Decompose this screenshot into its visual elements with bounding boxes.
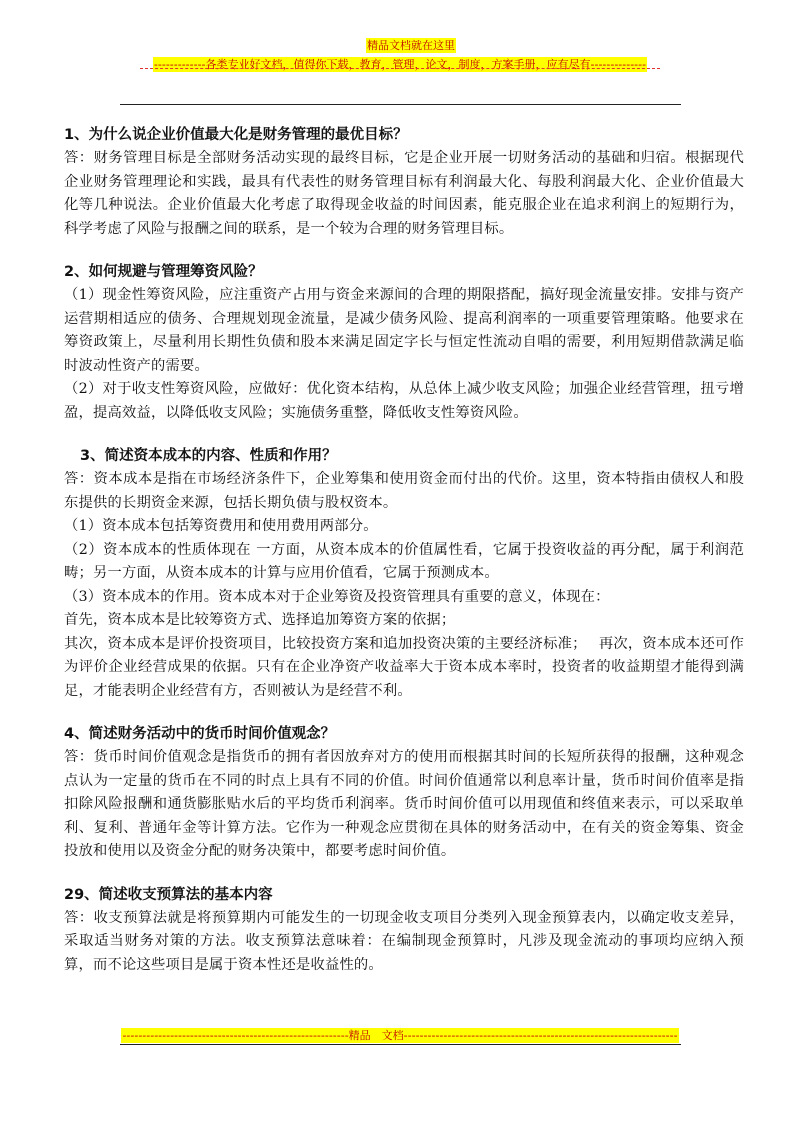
answer-paragraph: （1）现金性筹资风险，应注重资产占用与资金来源间的合理的期限搭配，搞好现金流量安排。安排与资产运营期相适应的债务、合理规划现金流量，是减少债务风险、提高利润率的一项重要管理策略。他要求在筹资政策上，尽量利用长期性负债和股本来满足固定字长与恒定性流动自唱的需要，利用短期借款满足临时波动性资产的需要。 — [64, 287, 744, 374]
answer-paragraph: 首先，资本成本是比较筹资方式、选择追加筹资方案的依据； — [64, 612, 456, 628]
page-header — [0, 34, 800, 72]
answer-paragraph: 答：资本成本是指在市场经济条件下，企业筹集和使用资金而付出的代价。这里，资本特指由债权人和股东提供的长期资金来源，包括长期负债与股权资本。 — [64, 471, 744, 511]
section-1 — [64, 124, 744, 241]
page-footer — [0, 1024, 800, 1043]
section-question: 3、简述资本成本的内容、性质和作用？ — [80, 448, 337, 464]
section-4 — [64, 723, 744, 864]
section-question: 1、为什么说企业价值最大化是财务管理的最优目标？ — [64, 127, 408, 143]
header-rule — [120, 104, 681, 105]
answer-paragraph: （3）资本成本的作用。资本成本对于企业筹资及投资管理具有重要的意义，体现在： — [64, 588, 610, 605]
answer-paragraph: 答：货币时间价值观念是指货币的拥有者因放弃对方的使用而根据其时间的长短所获得的报酬，这种观念点认为一定量的货币在不同的时点上具有不同的价值。时间价值通常以利息率计量，货币时间价值率是指扣除风险报酬和通货膨胀贴水后的平均货币利润率。货币时间价值可以用现值和终值来表示，可以采取单利、复利、普通年金等计算方法。它作为一种观念应贯彻在具体的财务活动中，在有关的资金筹集、资金投放和使用以及资金分配的财务决策中，都要考虑时间价值。 — [64, 749, 744, 859]
section-question: 2、如何规避与管理筹资风险？ — [64, 264, 263, 280]
footer-banner: ---------------------------------------------------------精品 文档--------------------------------------------------------------------- — [122, 1029, 678, 1042]
document-body — [64, 124, 744, 997]
section-3 — [64, 445, 744, 703]
answer-paragraph: 其次，资本成本是评价投资项目，比较投资方案和追加投资决策的主要经济标准； 再次，资本成本还可作为评价企业经营成果的依据。只有在企业净资产收益率大于资本成本率时，投资者的收益期望才能得到满足，才能表明企业经营有方，否则被认为是经营不利。 — [64, 635, 744, 699]
section-question: 29、简述收支预算法的基本内容 — [64, 886, 273, 903]
answer-paragraph: （2）对于收支性筹资风险，应做好：优化资本结构，从总体上减少收支风险；加强企业经营管理，扭亏增盈，提高效益，以降低收支风险；实施债务重整，降低收支性筹资风险。 — [64, 381, 744, 421]
answer-paragraph: （2）资本成本的性质体现在 一方面，从资本成本的价值属性看，它属于投资收益的再分配，属于利润范畴；另一方面，从资本成本的计算与应用价值看，它属于预测成本。 — [64, 541, 744, 581]
header-title: 精品文档就在这里 — [367, 39, 455, 52]
section-question: 4、简述财务活动中的货币时间价值观念？ — [64, 726, 336, 742]
section-29 — [64, 884, 744, 978]
header-tagline: -------------各类专业好文档，值得你下载，教育，管理，论文，制度，方案手册，应有尽有-------------- — [153, 58, 647, 71]
answer-paragraph: 答：收支预算法就是将预算期内可能发生的一切现金收支项目分类列入现金预算表内，以确定收支差异，采取适当财务对策的方法。收支预算法意味着：在编制现金预算时，凡涉及现金流动的事项均应纳入预算，而不论这些项目是属于资本性还是收益性的。 — [64, 909, 744, 973]
answer-paragraph: （1）资本成本包括筹资费用和使用费用两部分。 — [64, 518, 378, 534]
section-2 — [64, 261, 744, 425]
header-dashed-divider — [140, 68, 660, 69]
footer-rule — [120, 1044, 681, 1045]
answer-paragraph: 答：财务管理目标是全部财务活动实现的最终目标，它是企业开展一切财务活动的基础和归宿。根据现代企业财务管理理论和实践，最具有代表性的财务管理目标有利润最大化、每股利润最大化、企业价值最大化等几种说法。企业价值最大化考虑了取得现金收益的时间因素，能克服企业在追求利润上的短期行为，科学考虑了风险与报酬之间的联系，是一个较为合理的财务管理目标。 — [64, 150, 744, 237]
